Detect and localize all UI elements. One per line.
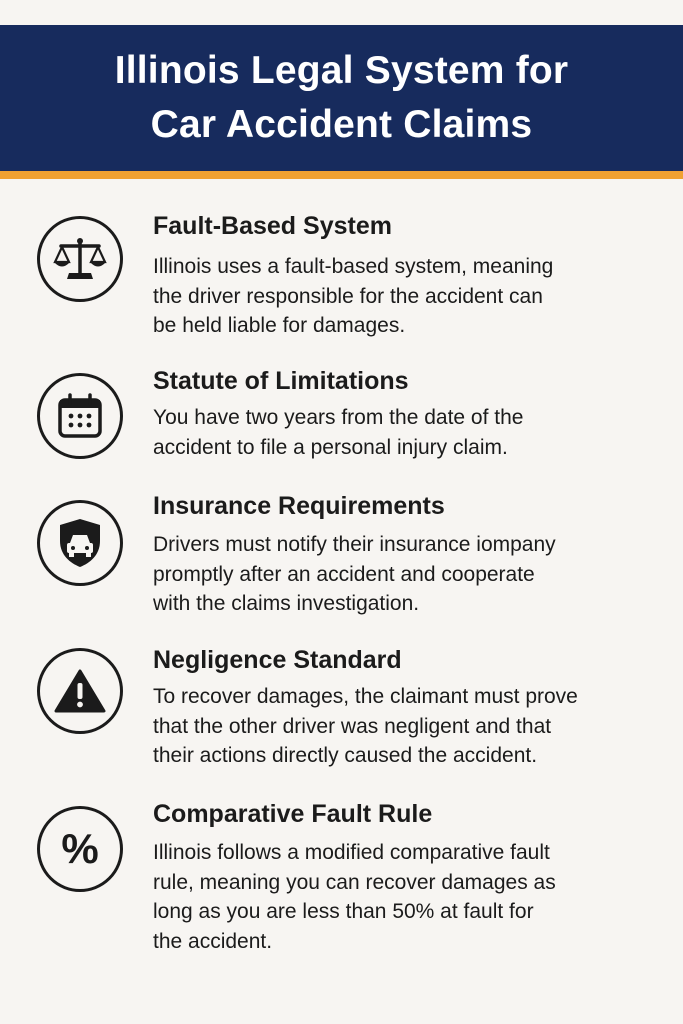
section-title: Fault-Based System — [153, 212, 392, 240]
section-body-line: long as you are less than 50% at fault for — [153, 900, 534, 923]
section-body — [153, 252, 658, 341]
section-body — [153, 838, 658, 956]
percent-glyph: % — [61, 825, 99, 872]
section-body — [153, 530, 658, 619]
section-title: Insurance Requirements — [153, 492, 445, 520]
header-banner — [0, 25, 683, 171]
section-title: Statute of Limitations — [153, 367, 409, 395]
page-title — [95, 44, 589, 152]
section-body-line: rule, meaning you can recover damages as — [153, 870, 556, 894]
section-body-line: be held liable for damages. — [153, 314, 406, 337]
section-body-line: the driver responsible for the accident can — [153, 284, 543, 308]
section-body-line: Illinois follows a modified comparative fault — [153, 841, 550, 864]
page-title-line-2: Car Accident Claims — [150, 103, 533, 146]
section-title: Negligence Standard — [153, 646, 402, 674]
section-body-line: accident to file a personal injury claim. — [153, 435, 508, 459]
scales-icon — [37, 216, 123, 302]
section-body-line: that the other driver was negligent and that — [153, 714, 552, 738]
shield-car-icon — [37, 500, 123, 586]
section-body-line: To recover damages, the claimant must prove — [153, 685, 578, 708]
section-body — [153, 403, 658, 462]
section-body-line: their actions directly caused the accident. — [153, 744, 538, 767]
section-body-line: Illinois uses a fault-based system, meaning — [153, 255, 554, 278]
section-body-line: the accident. — [153, 929, 273, 953]
section-body-line: with the claims investigation. — [153, 592, 420, 615]
warning-icon — [37, 648, 123, 734]
section-body-line: You have two years from the date of the — [153, 406, 524, 429]
section-title: Comparative Fault Rule — [153, 800, 433, 828]
page-title-line-1: Illinois Legal System for — [114, 49, 569, 92]
section-body-line: Drivers must notify their insurance iompany — [153, 533, 556, 556]
section-body-line: promptly after an accident and cooperate — [153, 562, 535, 586]
section-body — [153, 682, 658, 771]
accent-divider — [0, 171, 683, 179]
calendar-icon — [37, 373, 123, 459]
percent-icon — [37, 806, 123, 892]
